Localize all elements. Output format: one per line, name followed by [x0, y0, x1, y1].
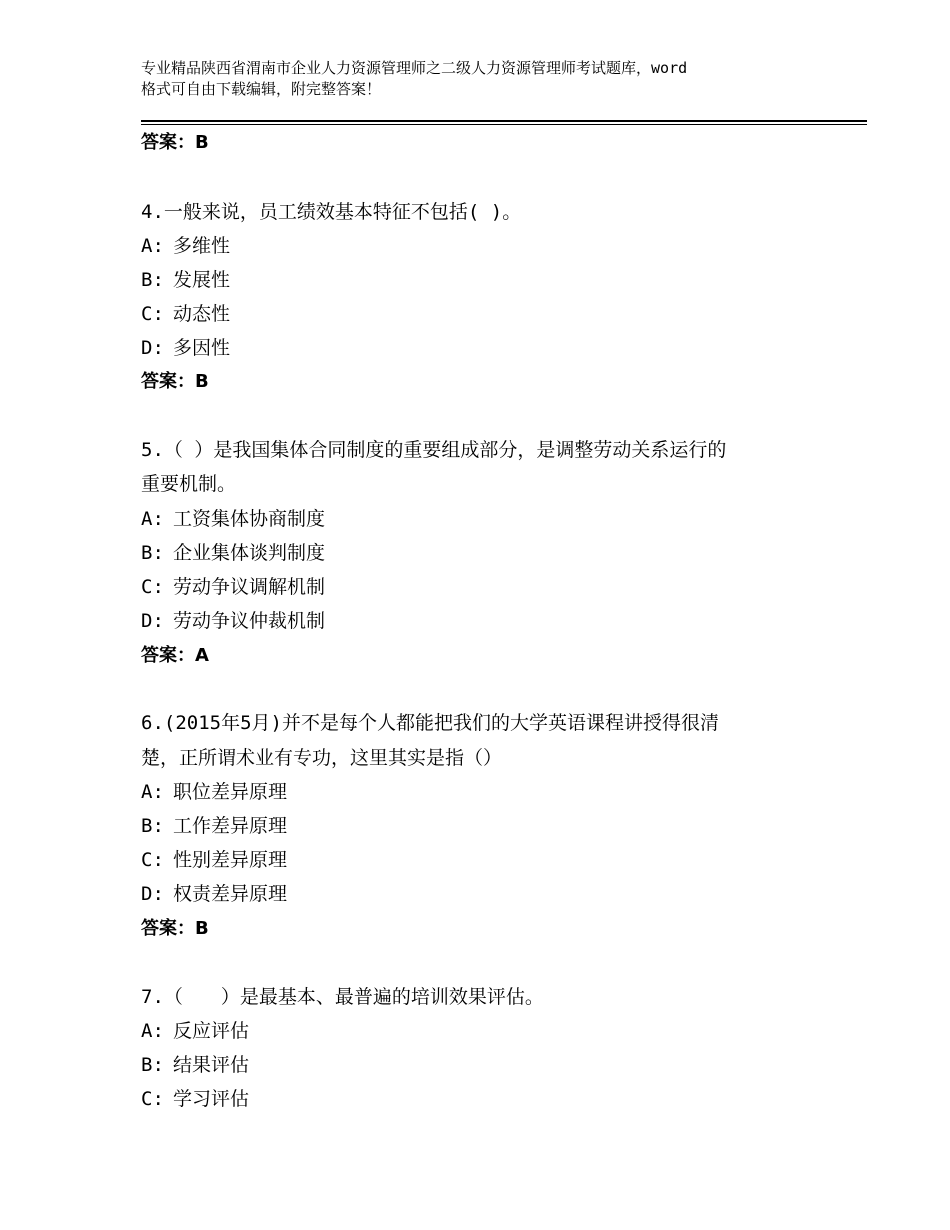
option-letter: D:	[141, 883, 164, 905]
option-text: 反应评估	[173, 1020, 250, 1042]
header-line-1: 专业精品陕西省渭南市企业人力资源管理师之二级人力资源管理师考试题库，word	[141, 59, 688, 77]
option-4b	[141, 268, 230, 292]
option-text: 多维性	[173, 235, 231, 257]
option-letter: B:	[141, 542, 164, 564]
option-5a	[141, 507, 325, 531]
option-4c	[141, 302, 230, 326]
document-header	[141, 58, 831, 100]
answer-line-5	[141, 644, 209, 668]
option-5c	[141, 575, 325, 599]
answer-value: B	[195, 918, 209, 939]
option-7c	[141, 1087, 249, 1111]
answer-line	[141, 131, 209, 155]
question-stem-4: 4.一般来说，员工绩效基本特征不包括( )。	[141, 201, 522, 223]
answer-line-6	[141, 917, 209, 941]
option-4d	[141, 336, 230, 360]
option-letter: C:	[141, 303, 164, 325]
option-6b	[141, 814, 287, 838]
option-5b	[141, 541, 325, 565]
answer-value: B	[195, 371, 209, 392]
option-7a	[141, 1019, 249, 1043]
answer-value: B	[195, 132, 209, 153]
option-6c	[141, 848, 287, 872]
option-letter: A:	[141, 781, 164, 803]
question-stem-6-line-1: 6.(2015年5月)并不是每个人都能把我们的大学英语课程讲授得很清	[141, 712, 719, 734]
option-letter: A:	[141, 235, 164, 257]
question-stem-6-line-2: 楚，正所谓术业有专功，这里其实是指（）	[141, 747, 503, 769]
option-text: 性别差异原理	[173, 849, 288, 871]
answer-label: 答案：	[141, 371, 195, 392]
option-letter: A:	[141, 1020, 164, 1042]
option-text: 学习评估	[173, 1088, 250, 1110]
answer-line-4	[141, 370, 209, 394]
option-text: 劳动争议调解机制	[173, 576, 326, 598]
option-text: 企业集体谈判制度	[173, 542, 326, 564]
question-stem-5-line-2: 重要机制。	[141, 473, 237, 495]
option-letter: C:	[141, 1088, 164, 1110]
question-stem-7: 7.（ ）是最基本、最普遍的培训效果评估。	[141, 986, 544, 1008]
option-4a	[141, 234, 230, 258]
header-rule-thick	[141, 120, 867, 122]
option-text: 劳动争议仲裁机制	[173, 610, 326, 632]
header-line-2: 格式可自由下载编辑，附完整答案！	[141, 80, 382, 98]
option-text: 权责差异原理	[173, 883, 288, 905]
option-letter: D:	[141, 610, 164, 632]
header-rule-thin	[141, 124, 867, 125]
answer-label: 答案：	[141, 918, 195, 939]
option-7b	[141, 1053, 249, 1077]
option-text: 发展性	[173, 269, 231, 291]
option-letter: C:	[141, 576, 164, 598]
option-text: 职位差异原理	[173, 781, 288, 803]
option-text: 动态性	[173, 303, 231, 325]
answer-label: 答案：	[141, 132, 195, 153]
answer-value: A	[195, 645, 209, 666]
option-letter: B:	[141, 1054, 164, 1076]
option-5d	[141, 609, 325, 633]
option-letter: D:	[141, 337, 164, 359]
option-letter: A:	[141, 508, 164, 530]
question-stem-5-line-1: 5.（ ）是我国集体合同制度的重要组成部分，是调整劳动关系运行的	[141, 439, 727, 461]
option-6a	[141, 780, 287, 804]
option-letter: C:	[141, 849, 164, 871]
option-text: 结果评估	[173, 1054, 250, 1076]
answer-label: 答案：	[141, 645, 195, 666]
option-text: 工资集体协商制度	[173, 508, 326, 530]
option-letter: B:	[141, 269, 164, 291]
option-text: 多因性	[173, 337, 231, 359]
option-letter: B:	[141, 815, 164, 837]
option-6d	[141, 882, 287, 906]
option-text: 工作差异原理	[173, 815, 288, 837]
